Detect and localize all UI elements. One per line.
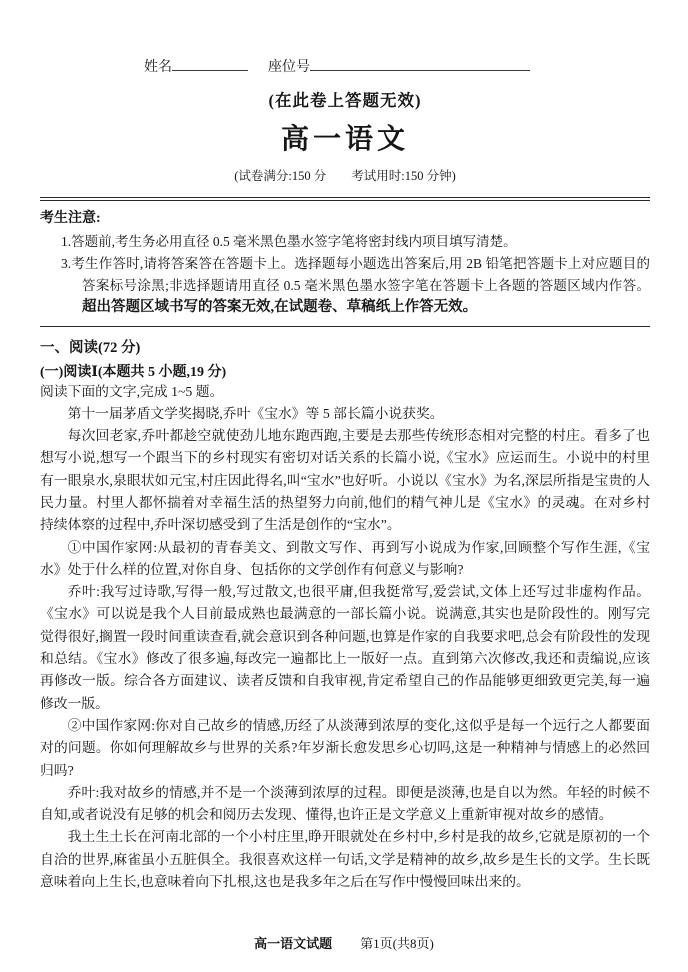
- passage-paragraph: 第十一届茅盾文学奖揭晓,乔叶《宝水》等 5 部长篇小说获奖。: [67, 405, 444, 421]
- reading-instruction: 阅读下面的文字,完成 1~5 题。: [40, 383, 224, 399]
- notice-item-3-warning: 超出答题区域书写的答案无效,在试题卷、草稿纸上作答无效。: [82, 299, 478, 315]
- subsection-title: (一)阅读Ⅰ(本题共 5 小题,19 分): [40, 364, 227, 380]
- notice-divider: [40, 326, 650, 327]
- notice-item-3-text: 3.考生作答时,请将答案答在答题卡上。选择题每小题选出答案后,用 2B 铅笔把答题卡上对应题目的答案标号涂黑;非选择题请用直径 0.5 毫米黑色墨水签字笔在答题卡上各题的答题区域内作答。: [61, 256, 650, 293]
- page-footer: [0, 933, 688, 952]
- footer-page-number: 第1页(共8页): [360, 936, 434, 951]
- exam-info: (试卷满分:150 分 考试用时:150 分钟): [234, 169, 456, 183]
- footer-exam-name: 高一语文试题: [254, 936, 333, 951]
- passage-paragraph: 每次回老家,乔叶都趁空就使劲儿地东跑西跑,主要是去那些传统形态相对完整的村庄。看多了也想写小说,想写一个跟当下的乡村现实有密切对话关系的长篇小说,《宝水》应运而生。小说中的村里有一眼泉水,泉眼状如元宝,村庄因此得名,叫“宝水”也好听。小说以《宝水》为名,深层所指是宝贵的人民力量。村里人都怀揣着对幸福生活的热望努力向前,他们的精气神儿是《宝水》的灵魂。在对乡村持续体察的过程中,乔叶深切感受到了生活是创作的“宝水”。: [40, 428, 650, 533]
- passage-paragraph: ①中国作家网:从最初的青春美文、到散文写作、再到写小说成为作家,回顾整个写作生涯,《宝水》处于什么样的位置,对你自身、包括你的文学创作有何意义与影响?: [40, 539, 650, 577]
- invalid-notice: (在此卷上答题无效): [268, 91, 422, 110]
- notice-block: [40, 208, 650, 319]
- name-seat-row: [40, 56, 650, 76]
- header-divider: [40, 197, 650, 201]
- seat-label: 座位号: [268, 60, 310, 75]
- page-title: 高一语文: [280, 124, 409, 155]
- passage-paragraph: 乔叶:我写过诗歌,写得一般,写过散文,也很平庸,但我挺常写,爱尝试,文体上还写过非虚构作品。《宝水》可以说是我个人目前最成熟也最满意的一部长篇小说。说满意,其实也是阶段性的。刚写完觉得很好,搁置一段时间重读查看,就会意识到各种问题,也算是作家的自我要求吧,总会有阶段性的发现和总结。《宝水》修改了很多遍,每改完一遍都比上一版好一点。直到第六次修改,我还和责编说,应该再修改一版。综合各方面建议、读者反馈和自我审视,肯定希望自己的作品能够更细致更完美,每一遍修改一版。: [40, 584, 650, 711]
- notice-heading: 考生注意:: [40, 211, 101, 226]
- passage-paragraph: 乔叶:我对故乡的情感,并不是一个淡薄到浓厚的过程。即便是淡薄,也是自以为然。年轻的时候不自知,或者说没有足够的机会和阅历去发现、懂得,也许正是文学意义上重新审视对故乡的感情。: [40, 784, 650, 823]
- passage-paragraph: 我土生土长在河南北部的一个小村庄里,睁开眼就处在乡村中,乡村是我的故乡,它就是原初的一个自洽的世界,麻雀虽小五脏俱全。我很喜欢这样一句话,文学是精神的故乡,故乡是生长的文学。生长既意味着向上生长,也意味着向下扎根,这也是我多年之后在写作中慢慢回味出来的。: [40, 829, 650, 890]
- notice-item-3: [40, 253, 650, 319]
- name-blank-line: [172, 58, 248, 71]
- name-label: 姓名: [144, 60, 172, 75]
- notice-item-1: 1.答题前,考生务必用直径 0.5 毫米黑色墨水签字笔将密封线内项目填写清楚。: [61, 233, 517, 249]
- passage-paragraph: ②中国作家网:你对自己故乡的情感,历经了从淡薄到浓厚的变化,这似乎是每一个远行之人都要面对的问题。你如何理解故乡与世界的关系?年岁渐长愈发思乡心切吗,这是一种精神与情感上的必然回归吗?: [40, 717, 650, 778]
- seat-blank-line: [310, 58, 530, 71]
- section-title: 一、阅读(72 分): [40, 339, 141, 356]
- reading-section: [40, 336, 650, 894]
